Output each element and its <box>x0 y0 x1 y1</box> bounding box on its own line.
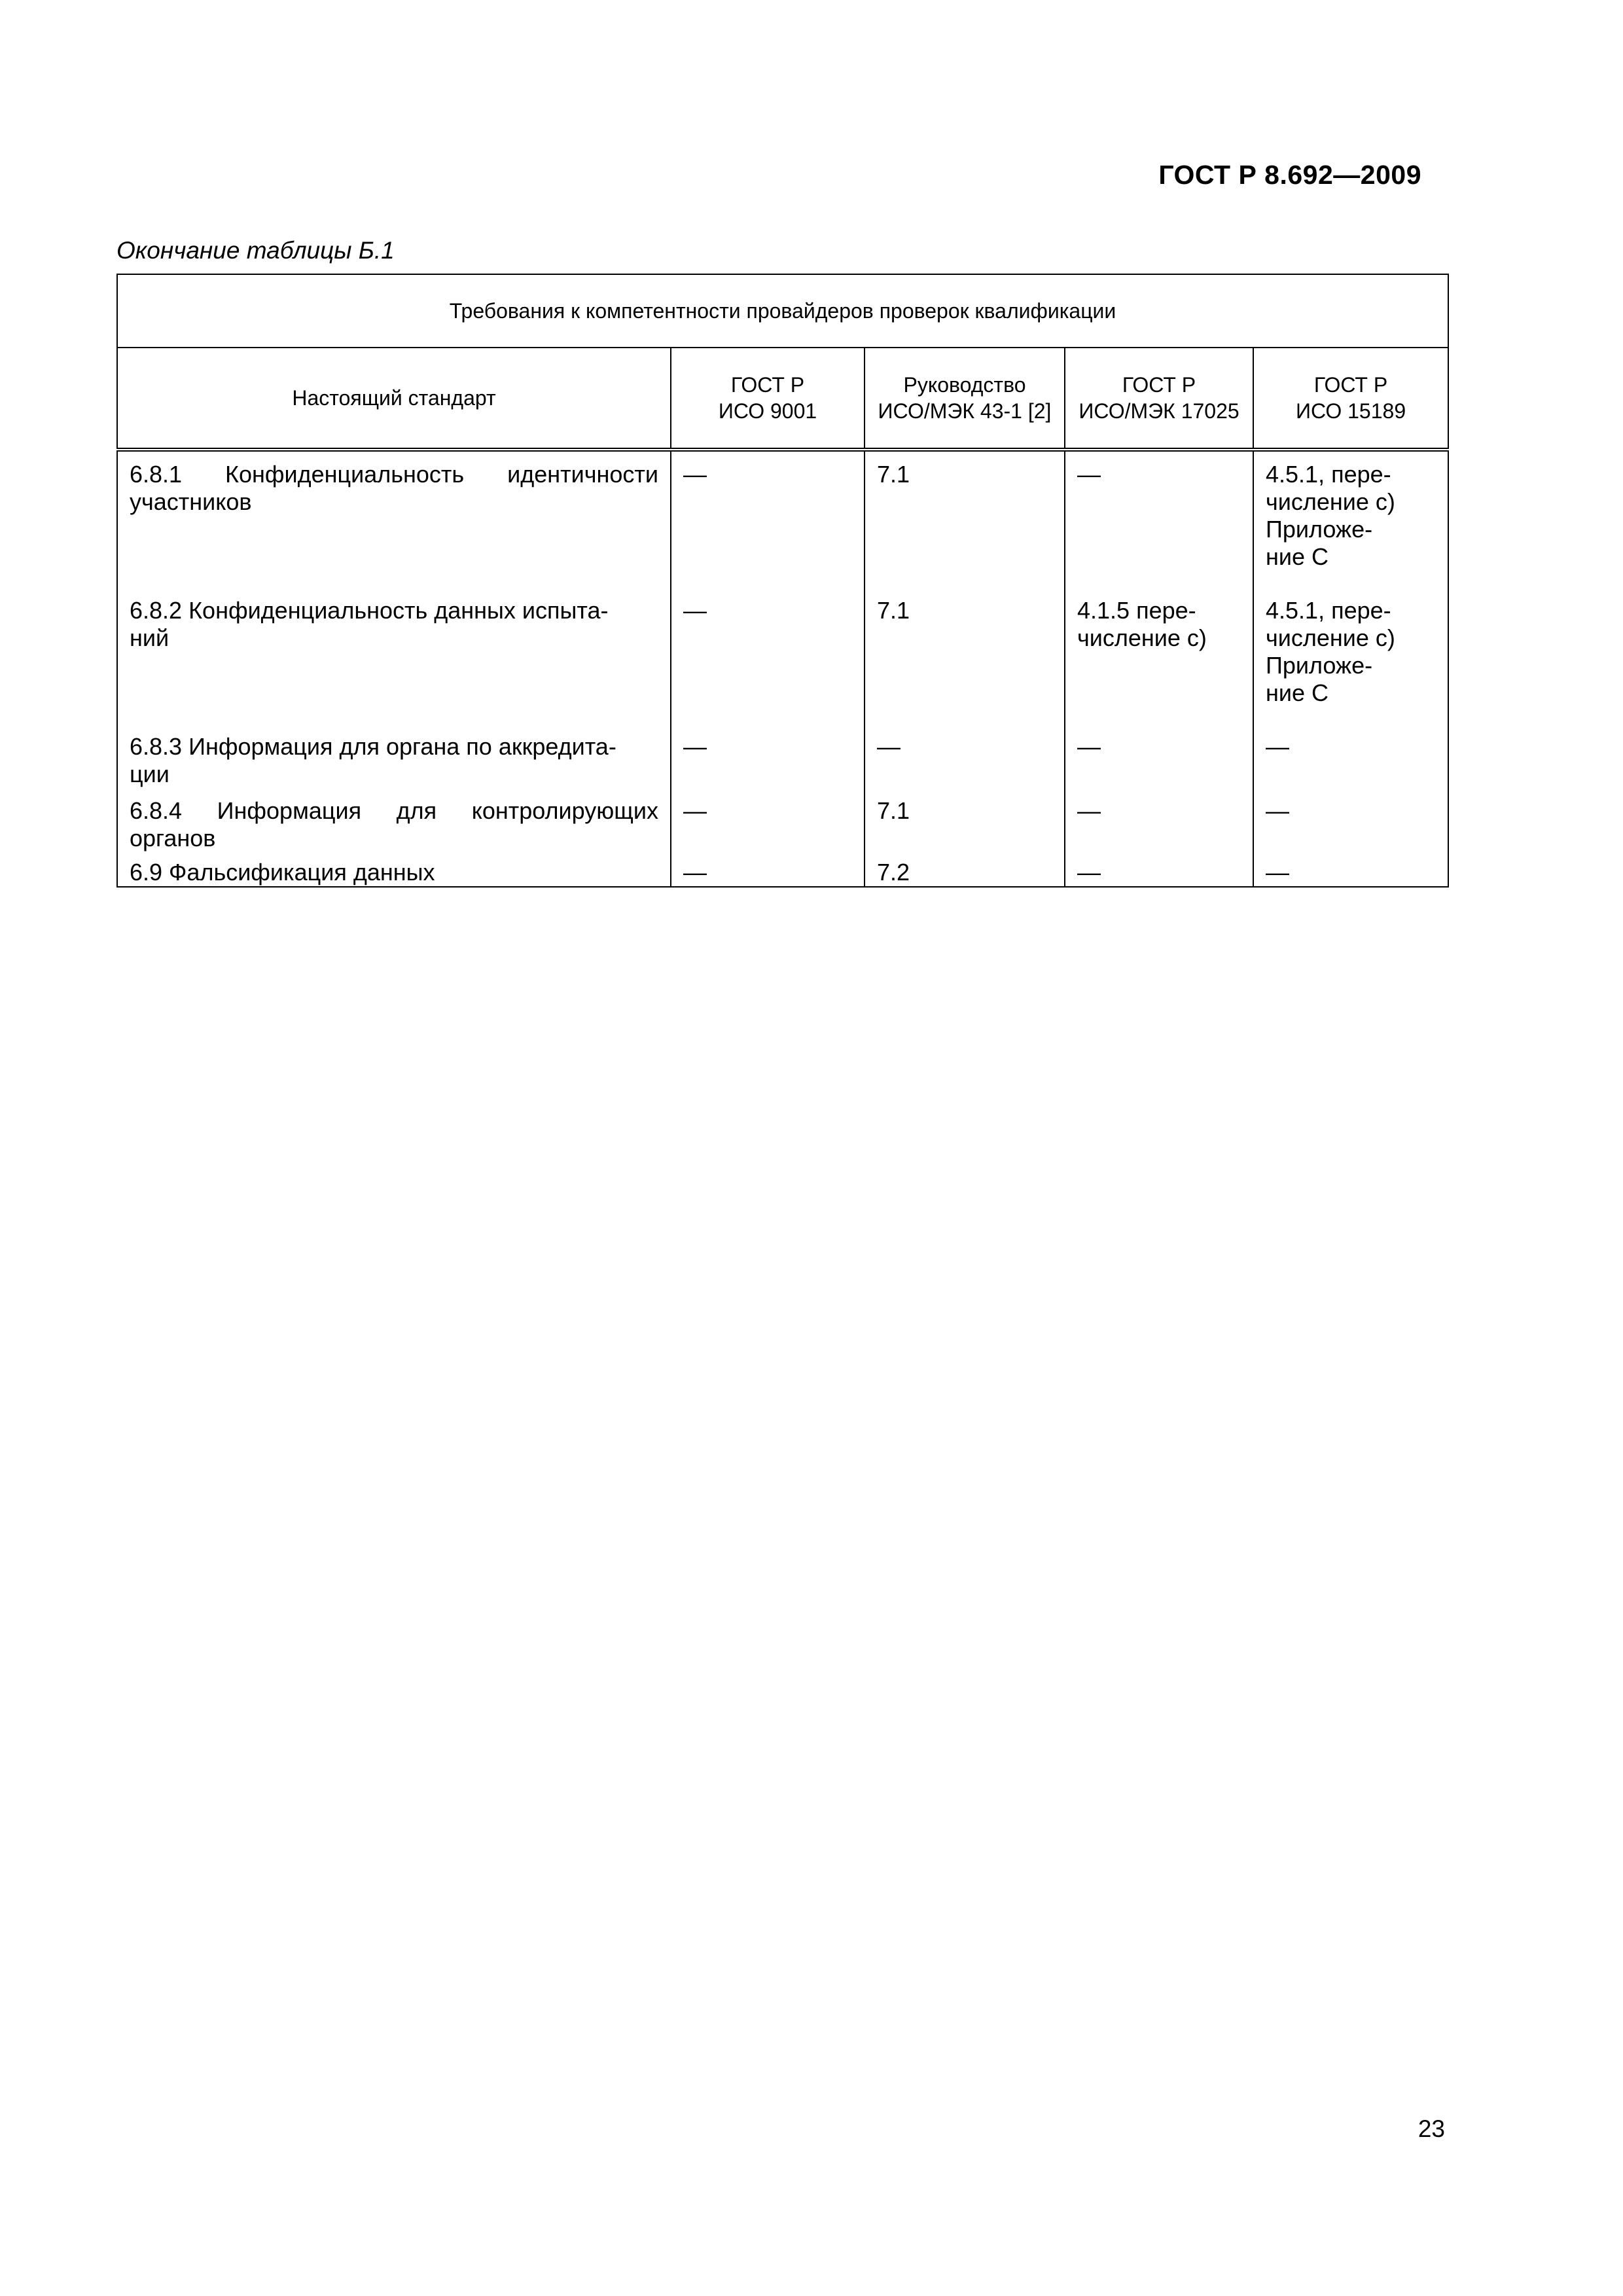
row-iso-9001: — <box>671 450 865 588</box>
row-clause: 6.8.4 Информация для контролирующих органов <box>117 788 671 852</box>
comparison-table <box>116 274 1449 888</box>
row-iso-15189: 4.5.1, пере- числение с) Приложе- ние С <box>1253 588 1448 724</box>
table-row <box>117 788 1448 852</box>
row-iso-iec-43-1: 7.1 <box>865 788 1065 852</box>
row-iso-iec-43-1: — <box>865 724 1065 788</box>
row-clause: 6.8.3 Информация для органа по аккредита- ции <box>117 724 671 788</box>
row-clause: 6.9 Фальсификация данных <box>117 852 671 887</box>
col-header-iso-iec-43-1: Руководство ИСО/МЭК 43-1 [2] <box>865 348 1065 450</box>
row-iso-15189: — <box>1253 724 1448 788</box>
col-header-iso-9001: ГОСТ Р ИСО 9001 <box>671 348 865 450</box>
table-row <box>117 852 1448 887</box>
document-code: ГОСТ Р 8.692—2009 <box>1158 160 1421 190</box>
row-iso-iec-43-1: 7.1 <box>865 450 1065 588</box>
row-iso-9001: — <box>671 852 865 887</box>
column-headers <box>117 348 1448 450</box>
row-iso-15189: — <box>1253 788 1448 852</box>
row-iso-15189: 4.5.1, пере- числение с) Приложе- ние С <box>1253 450 1448 588</box>
table-title: Требования к компетентности провайдеров проверок квалификации <box>117 274 1448 348</box>
row-clause: 6.8.2 Конфиденциальность данных испыта- ний <box>117 588 671 724</box>
row-iso-9001: — <box>671 788 865 852</box>
row-iso-iec-17025: — <box>1065 852 1253 887</box>
row-iso-15189: — <box>1253 852 1448 887</box>
row-iso-iec-17025: — <box>1065 450 1253 588</box>
table-row <box>117 588 1448 724</box>
table-row <box>117 450 1448 588</box>
row-iso-iec-17025: — <box>1065 724 1253 788</box>
row-iso-iec-43-1: 7.2 <box>865 852 1065 887</box>
page-number: 23 <box>1418 2115 1445 2142</box>
row-iso-iec-17025: — <box>1065 788 1253 852</box>
table-caption: Окончание таблицы Б.1 <box>116 237 395 264</box>
table-row <box>117 724 1448 788</box>
row-clause: 6.8.1 Конфиденциальность идентичности участников <box>117 450 671 588</box>
col-header-iso-iec-17025: ГОСТ Р ИСО/МЭК 17025 <box>1065 348 1253 450</box>
row-iso-9001: — <box>671 724 865 788</box>
row-iso-iec-43-1: 7.1 <box>865 588 1065 724</box>
row-iso-9001: — <box>671 588 865 724</box>
row-iso-iec-17025: 4.1.5 пере- числение с) <box>1065 588 1253 724</box>
col-header-iso-15189: ГОСТ Р ИСО 15189 <box>1253 348 1448 450</box>
col-header-this-standard: Настоящий стандарт <box>117 348 671 450</box>
